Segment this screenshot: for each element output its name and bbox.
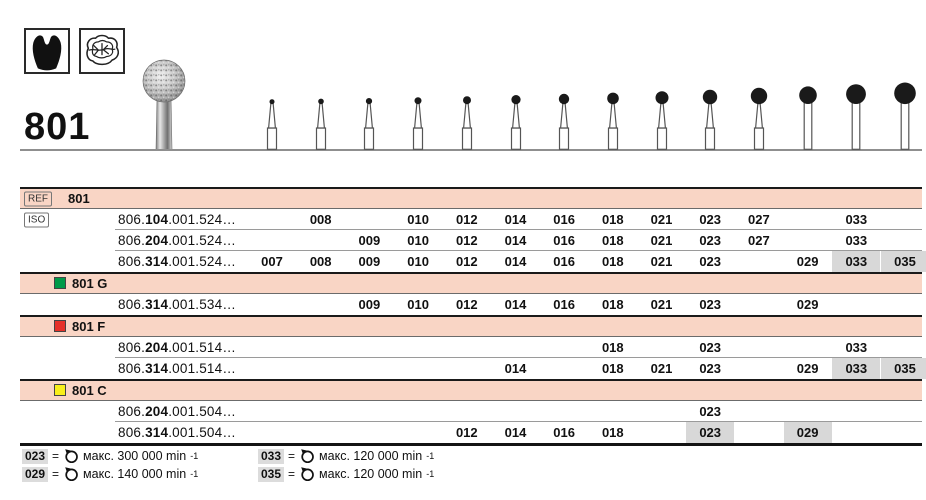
size-cell-018: 018: [601, 212, 624, 227]
iso-code: 806.204.001.514…: [118, 340, 237, 355]
size-cell-018: 018: [601, 297, 624, 312]
tooth-crown-icon: [24, 28, 70, 74]
iso-row: [20, 251, 922, 272]
size-cell-029: 029: [796, 361, 819, 376]
equals-sign: =: [52, 467, 60, 481]
size-cell-021: 021: [650, 212, 673, 227]
bur-silhouette-009: [351, 70, 387, 150]
size-cell-018: 018: [601, 425, 624, 440]
size-cell-023: 023: [699, 297, 722, 312]
bur-silhouette-027: [741, 70, 777, 150]
size-cell-016: 016: [553, 254, 575, 269]
bur-silhouette-021: [644, 70, 680, 150]
iso-row: [20, 358, 922, 379]
bur-silhouette-023: [692, 70, 728, 150]
iso-row: [20, 209, 922, 230]
bur-silhouette-008: [303, 70, 339, 150]
legend-item-023: [22, 448, 198, 464]
size-cell-033: 033: [845, 340, 868, 355]
legend-speed-text: макс. 140 000 min: [83, 467, 187, 481]
grit-color-swatch: [54, 277, 66, 289]
iso-code: 806.204.001.524…: [118, 233, 237, 248]
ref-tag: REF: [24, 191, 52, 206]
legend-sup: -1: [190, 469, 199, 479]
legend-sup: -1: [426, 469, 435, 479]
iso-tag: ISO: [24, 212, 49, 227]
size-cell-023: 023: [699, 254, 722, 269]
section-header-801-C: [20, 379, 922, 401]
rotation-speed-icon: [299, 466, 315, 482]
section-label: 801 G: [72, 276, 108, 291]
size-cell-021: 021: [650, 233, 673, 248]
equals-sign: =: [52, 449, 60, 463]
size-cell-018: 018: [601, 361, 624, 376]
bur-silhouette-014: [498, 70, 534, 150]
size-cell-023: 023: [699, 404, 722, 419]
size-cell-016: 016: [553, 212, 575, 227]
bur-silhouette-010: [400, 70, 436, 150]
section-label: 801 F: [72, 319, 106, 334]
size-cell-016: 016: [553, 297, 575, 312]
ref-value: 801: [68, 191, 90, 206]
size-cell-033: 033: [832, 251, 880, 272]
size-cell-029: 029: [796, 297, 819, 312]
legend-size-chip: 033: [258, 449, 284, 464]
iso-code: 806.204.001.504…: [118, 404, 237, 419]
rotation-speed-icon: [63, 448, 79, 464]
bur-silhouette-012: [449, 70, 485, 150]
size-cell-023: 023: [699, 340, 722, 355]
size-cell-027: 027: [748, 212, 770, 227]
grit-color-swatch: [54, 320, 66, 332]
size-cell-014: 014: [504, 425, 527, 440]
equals-sign: =: [288, 467, 296, 481]
size-cell-027: 027: [748, 233, 770, 248]
size-cell-009: 009: [358, 254, 381, 269]
legend-size-chip: 035: [258, 467, 284, 482]
legend-item-035: [258, 466, 434, 482]
size-cell-007: 007: [261, 254, 283, 269]
iso-row: [20, 401, 922, 422]
size-cell-018: 018: [601, 340, 624, 355]
size-cell-035: 035: [881, 358, 926, 379]
iso-code: 806.314.001.534…: [118, 297, 237, 312]
size-cell-009: 009: [358, 297, 381, 312]
size-cell-009: 009: [358, 233, 381, 248]
iso-row: [20, 337, 922, 358]
size-cell-029: 029: [784, 422, 832, 443]
size-cell-012: 012: [455, 233, 478, 248]
iso-code: 806.314.001.524…: [118, 254, 237, 269]
iso-row: [20, 294, 922, 315]
size-cell-023: 023: [699, 361, 722, 376]
section-header-801-F: [20, 315, 922, 337]
grit-color-swatch: [54, 384, 66, 396]
size-cell-014: 014: [504, 361, 527, 376]
iso-code: 806.104.001.524…: [118, 212, 237, 227]
legend-size-chip: 029: [22, 467, 48, 482]
size-cell-012: 012: [455, 425, 478, 440]
size-cell-014: 014: [504, 233, 527, 248]
size-cell-010: 010: [407, 297, 429, 312]
size-cell-029: 029: [796, 254, 819, 269]
legend-sup: -1: [190, 451, 199, 461]
iso-row: [20, 230, 922, 251]
size-cell-033: 033: [845, 212, 868, 227]
size-cell-023: 023: [699, 233, 722, 248]
size-cell-021: 021: [650, 254, 673, 269]
bur-silhouette-007: [254, 70, 290, 150]
size-cell-014: 014: [504, 212, 527, 227]
legend-speed-text: макс. 120 000 min: [319, 449, 423, 463]
size-cell-021: 021: [650, 297, 673, 312]
size-cell-023: 023: [699, 212, 722, 227]
product-number: 801: [24, 106, 91, 148]
legend-item-033: [258, 448, 434, 464]
size-cell-012: 012: [455, 212, 478, 227]
size-cell-021: 021: [650, 361, 673, 376]
size-cell-010: 010: [407, 233, 429, 248]
size-cell-012: 012: [455, 297, 478, 312]
bur-silhouette-035: [887, 70, 923, 150]
bur-silhouette-016: [546, 70, 582, 150]
bur-silhouette-018: [595, 70, 631, 150]
size-cell-014: 014: [504, 254, 527, 269]
size-cell-035: 035: [881, 251, 926, 272]
size-cell-023: 023: [686, 422, 734, 443]
size-cell-008: 008: [309, 212, 332, 227]
bur-silhouette-033: [838, 70, 874, 150]
iso-row: [20, 422, 922, 443]
catalog-table: [20, 187, 922, 446]
iso-code: 806.314.001.514…: [118, 361, 237, 376]
section-header-801-G: [20, 272, 922, 294]
size-cell-014: 014: [504, 297, 527, 312]
size-cell-018: 018: [601, 233, 624, 248]
bur-silhouette-029: [790, 70, 826, 150]
legend-size-chip: 023: [22, 449, 48, 464]
rotation-speed-icon: [63, 466, 79, 482]
rotation-speed-icon: [299, 448, 315, 464]
section-header-801: [20, 187, 922, 209]
size-cell-010: 010: [407, 254, 429, 269]
size-cell-016: 016: [553, 233, 575, 248]
equals-sign: =: [288, 449, 296, 463]
product-photo-bur: [140, 54, 188, 150]
size-cell-033: 033: [845, 233, 868, 248]
legend-speed-text: макс. 120 000 min: [319, 467, 423, 481]
occlusal-surface-icon: [79, 28, 125, 74]
size-cell-010: 010: [407, 212, 429, 227]
iso-code: 806.314.001.504…: [118, 425, 237, 440]
size-cell-033: 033: [832, 358, 880, 379]
legend-speed-text: макс. 300 000 min: [83, 449, 187, 463]
size-cell-018: 018: [601, 254, 624, 269]
section-label: 801 C: [72, 383, 107, 398]
size-cell-016: 016: [553, 425, 575, 440]
legend-sup: -1: [426, 451, 435, 461]
legend-item-029: [22, 466, 198, 482]
size-cell-008: 008: [309, 254, 332, 269]
size-cell-012: 012: [455, 254, 478, 269]
